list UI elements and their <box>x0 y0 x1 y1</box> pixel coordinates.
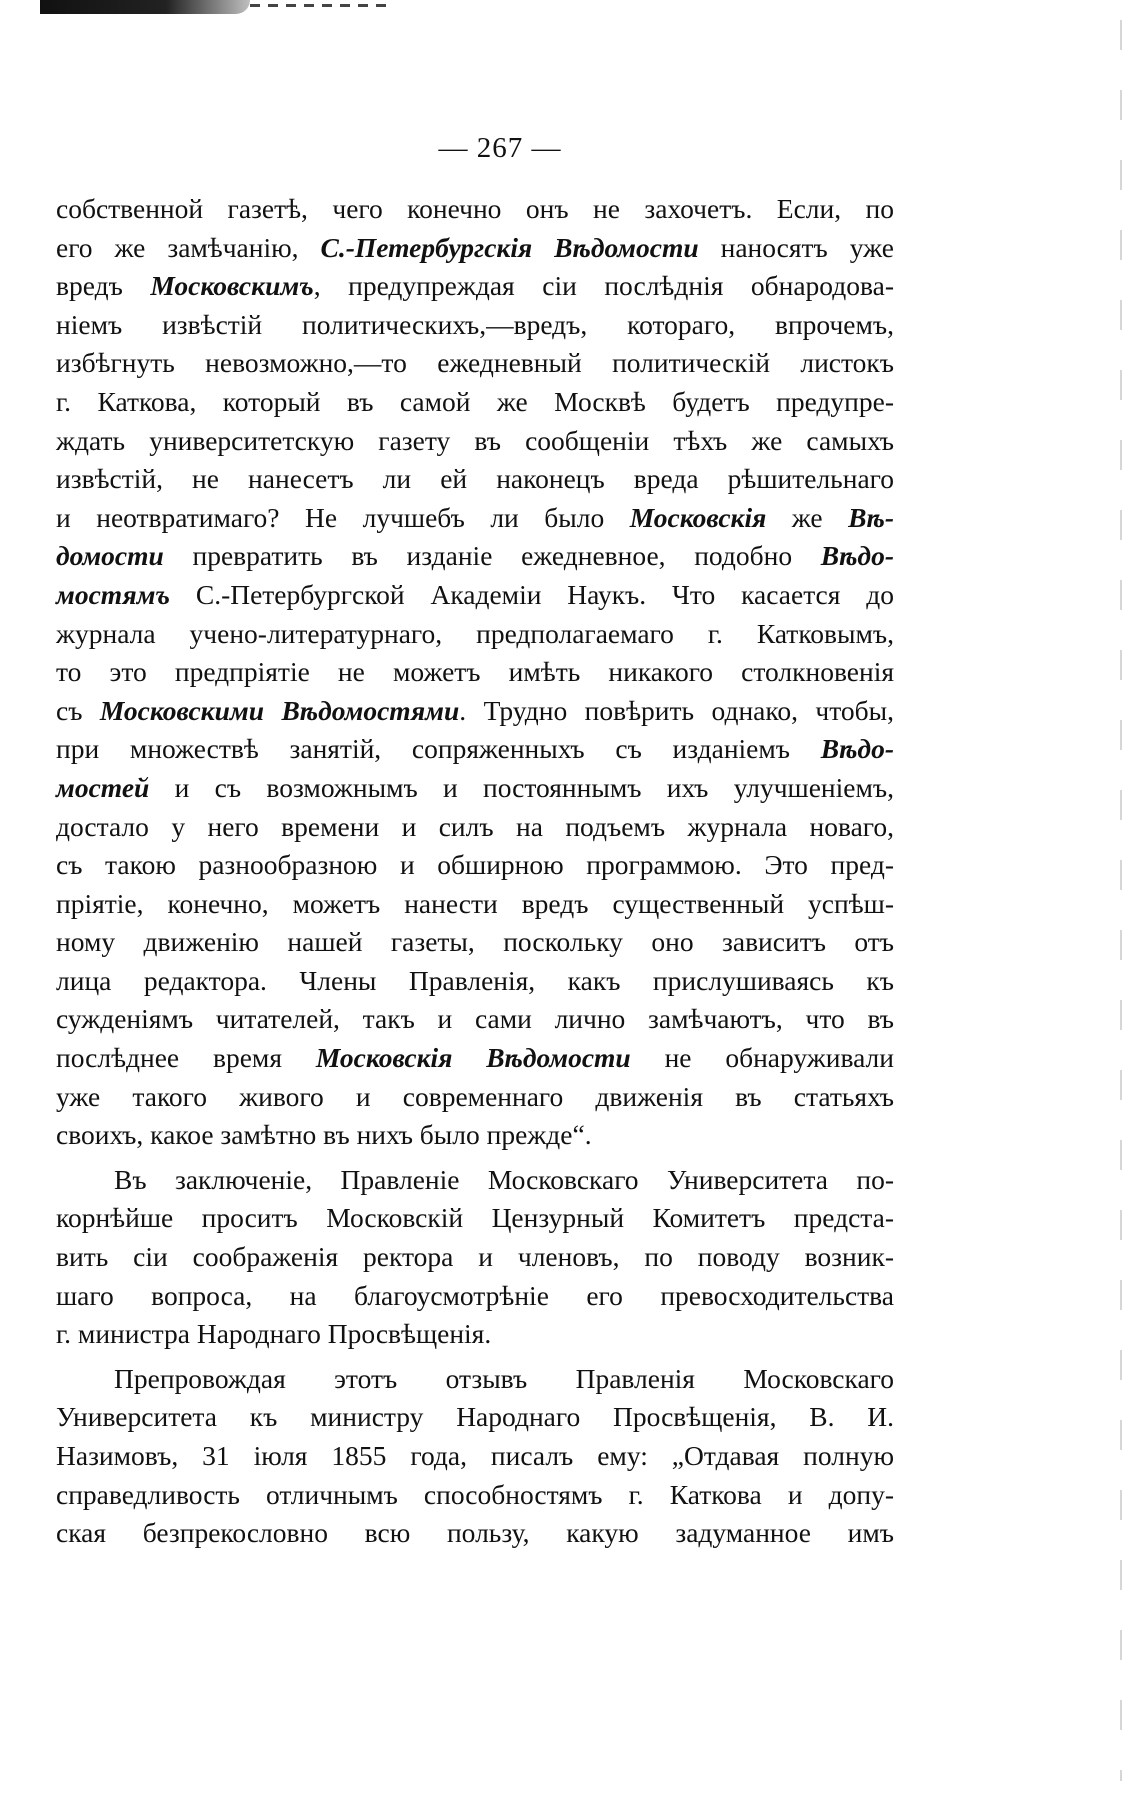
text-segment: г. министра Народнаго Просвѣщенія. <box>56 1318 492 1350</box>
text-segment: вредъ <box>56 270 151 302</box>
italic-title: Московскими Вѣдомостями <box>99 694 460 726</box>
text-line <box>56 653 894 692</box>
text-line <box>56 1514 894 1553</box>
text-segment: ждать университетскую газету въ сообщеніи тѣхъ же самыхъ <box>56 424 894 456</box>
text-line <box>56 229 894 268</box>
text-line <box>56 1437 894 1476</box>
text-line <box>56 576 894 615</box>
text-line <box>56 1277 894 1316</box>
text-line <box>56 846 894 885</box>
paragraph <box>56 1360 894 1553</box>
italic-title: мостей <box>56 771 150 803</box>
text-line <box>56 730 894 769</box>
page-text <box>56 190 894 1553</box>
text-segment: собственной газетѣ, чего конечно онъ не захочетъ. Если, по <box>56 193 894 224</box>
text-line <box>56 808 894 847</box>
text-segment: пріятіе, конечно, можетъ нанести вредъ существенный успѣш- <box>56 887 894 919</box>
italic-title: мостямъ <box>56 578 171 610</box>
text-segment: вить сіи соображенія ректора и членовъ, по поводу возник- <box>56 1241 894 1273</box>
text-segment: его же замѣчанію, <box>56 231 321 263</box>
text-segment: ніемъ извѣстій политическихъ,—вредъ, котораго, впрочемъ, <box>56 308 894 340</box>
text-segment: послѣднее время <box>56 1042 316 1074</box>
text-line <box>56 537 894 576</box>
text-line <box>56 1116 894 1155</box>
text-line <box>56 1161 894 1200</box>
text-line <box>56 190 894 229</box>
text-line <box>56 1238 894 1277</box>
text-line <box>56 962 894 1001</box>
text-line <box>56 769 894 808</box>
text-line <box>56 923 894 962</box>
text-segment: уже такого живого и современнаго движенія въ статьяхъ <box>56 1080 894 1112</box>
italic-title: домости <box>56 540 164 572</box>
text-line <box>56 885 894 924</box>
text-line <box>56 1476 894 1515</box>
text-segment: наносятъ уже <box>698 231 894 263</box>
italic-title: С.-Петербургскія Вѣдомости <box>320 231 699 263</box>
text-segment: справедливость отличнымъ способностямъ г. Каткова и допу- <box>56 1478 894 1510</box>
text-line <box>56 1398 894 1437</box>
text-segment: ному движенію нашей газеты, поскольку оно зависитъ отъ <box>56 926 894 958</box>
text-segment: превратить въ изданіе ежедневное, подобно <box>163 540 821 572</box>
scan-artifact-top <box>40 0 250 14</box>
text-segment: Университета къ министру Народнаго Просвѣщенія, В. И. <box>56 1401 894 1433</box>
text-segment: журнала учено-литературнаго, предполагаемаго г. Катковымъ, <box>56 617 894 649</box>
text-segment: и неотвратимаго? Не лучшебъ ли было <box>56 501 630 533</box>
text-segment: г. Каткова, который въ самой же Москвѣ будетъ предупре- <box>56 385 894 417</box>
italic-title: Вѣдо- <box>820 733 894 765</box>
text-segment: шаго вопроса, на благоусмотрѣніе его превосходительства <box>56 1279 894 1311</box>
text-segment: избѣгнуть невозможно,—то ежедневный политическій листокъ <box>56 347 894 379</box>
italic-title: Вѣ- <box>848 501 894 533</box>
page-number: — 267 — <box>438 132 562 164</box>
text-segment: сужденіямъ читателей, такъ и сами лично замѣчаютъ, что въ <box>56 1003 894 1035</box>
paragraph <box>56 1161 894 1354</box>
text-line <box>56 344 894 383</box>
text-segment: Въ заключеніе, Правленіе Московскаго Университета по- <box>114 1163 894 1195</box>
italic-title: Московскія Вѣдомости <box>315 1042 631 1074</box>
italic-title: Вѣдо- <box>820 540 894 572</box>
text-segment: то это предпріятіе не можетъ имѣть никакого столкновенія <box>56 656 894 688</box>
text-line <box>56 1360 894 1399</box>
scan-artifact-top-dashes <box>250 4 390 7</box>
text-segment: достало у него времени и силъ на подъемъ журнала новаго, <box>56 810 894 842</box>
text-segment: лица редактора. Члены Правленія, какъ прислушиваясь къ <box>56 964 894 996</box>
text-segment: извѣстій, не нанесетъ ли ей наконецъ вреда рѣшительнаго <box>56 463 894 495</box>
scan-artifact-right-edge <box>1120 20 1122 1781</box>
text-segment: Препровождая этотъ отзывъ Правленія Московскаго <box>114 1362 894 1394</box>
text-line <box>56 1039 894 1078</box>
text-line <box>56 1315 894 1354</box>
text-line <box>56 615 894 654</box>
text-line <box>56 1000 894 1039</box>
italic-title: Московскимъ <box>150 270 314 302</box>
text-segment: же <box>766 501 849 533</box>
text-segment: корнѣйше проситъ Московскій Цензурный Комитетъ предста- <box>56 1202 894 1234</box>
text-line <box>56 267 894 306</box>
text-line <box>56 383 894 422</box>
text-line <box>56 1199 894 1238</box>
text-line <box>56 692 894 731</box>
text-line <box>56 1078 894 1117</box>
text-line <box>56 422 894 461</box>
paragraph <box>56 190 894 1155</box>
text-line <box>56 499 894 538</box>
text-segment: , предупреждая сіи послѣднія обнародова- <box>313 270 894 302</box>
italic-title: Московскія <box>629 501 767 533</box>
text-segment: не обнаруживали <box>630 1042 895 1074</box>
text-segment: и съ возможнымъ и постояннымъ ихъ улучшеніемъ, <box>149 771 894 803</box>
text-segment: своихъ, какое замѣтно въ нихъ было прежде“. <box>56 1119 592 1151</box>
text-segment: при множествѣ занятій, сопряженныхъ съ изданіемъ <box>56 733 821 765</box>
text-line <box>56 306 894 345</box>
text-segment: съ такою разнообразною и обширною программою. Это пред- <box>56 849 894 881</box>
text-line <box>56 460 894 499</box>
text-segment: ская безпрекословно всю пользу, какую задуманное имъ <box>56 1517 894 1549</box>
text-segment: съ <box>56 694 100 726</box>
text-segment: Назимовъ, 31 іюля 1855 года, писалъ ему: „Отдавая полную <box>56 1440 894 1471</box>
text-segment: . Трудно повѣрить однако, чтобы, <box>459 694 894 726</box>
text-segment: С.-Петербургской Академіи Наукъ. Что касается до <box>170 578 894 610</box>
